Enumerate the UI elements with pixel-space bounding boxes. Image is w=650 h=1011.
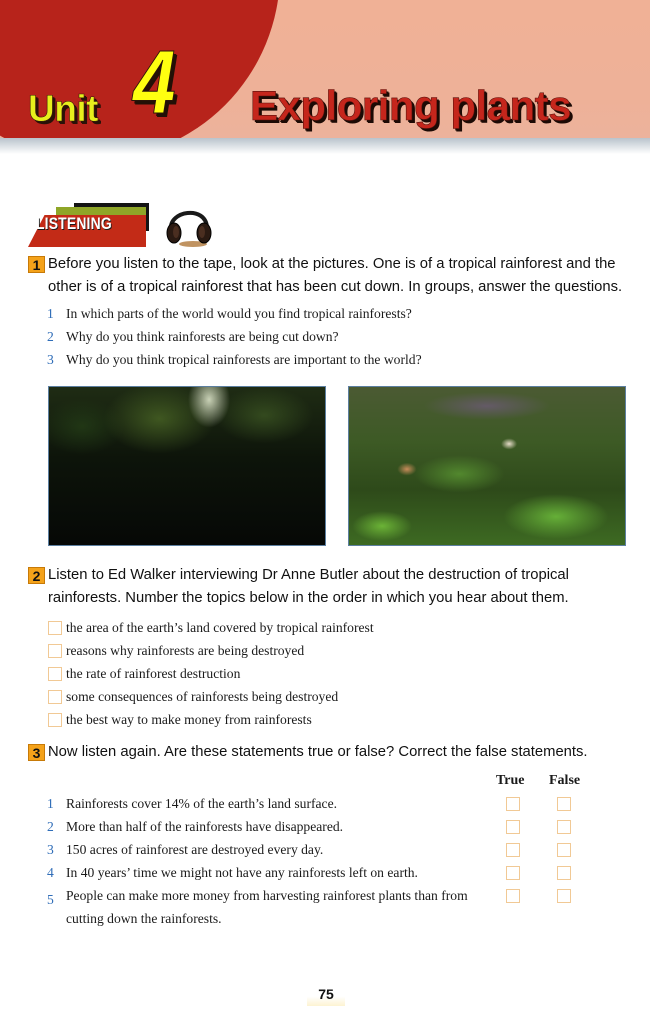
true-false-statements xyxy=(47,792,607,930)
topic-checklist xyxy=(48,616,548,731)
true-checkbox[interactable] xyxy=(506,820,520,834)
statement-row xyxy=(47,815,607,838)
true-checkbox[interactable] xyxy=(506,797,520,811)
statement-text: Rainforests cover 14% of the earth’s land surface. xyxy=(66,796,338,811)
order-number-box[interactable] xyxy=(48,713,62,727)
question-text: Why do you think tropical rainforests are important to the world? xyxy=(66,351,422,367)
topic-item xyxy=(48,662,548,685)
topic-item xyxy=(48,708,548,731)
exercise-2-instructions xyxy=(28,564,628,610)
unit-label: Unit xyxy=(28,88,98,129)
false-checkbox[interactable] xyxy=(557,889,571,903)
statement-row xyxy=(47,838,607,861)
question-number: 1 xyxy=(47,305,54,321)
banner-shadow xyxy=(0,138,650,154)
headphones-icon xyxy=(163,203,215,247)
statement-number: 5 xyxy=(47,892,54,907)
false-checkbox[interactable] xyxy=(557,820,571,834)
section-label: LISTENING xyxy=(36,214,112,233)
false-checkbox[interactable] xyxy=(557,797,571,811)
order-number-box[interactable] xyxy=(48,621,62,635)
statement-text: 150 acres of rainforest are destroyed every day. xyxy=(66,842,324,857)
exercise-3-line-1: Now listen again. Are these statements true or false? Correct the false statements. xyxy=(48,744,588,760)
statement-text: In 40 years’ time we might not have any rainforests left on earth. xyxy=(66,865,418,880)
exercise-2-line-2: rainforests. Number the topics below in the order in which you hear about them. xyxy=(48,590,569,606)
question-text: In which parts of the world would you find tropical rainforests? xyxy=(66,305,412,321)
topic-text: the rate of rainforest destruction xyxy=(66,665,241,681)
statement-text: More than half of the rainforests have disappeared. xyxy=(66,819,344,834)
order-number-box[interactable] xyxy=(48,644,62,658)
topic-text: reasons why rainforests are being destroyed xyxy=(66,642,305,658)
question-text: Why do you think rainforests are being cut down? xyxy=(66,328,339,344)
topic-item xyxy=(48,685,548,708)
exercise-1-questions xyxy=(47,302,607,371)
exercise-1-number: 1 xyxy=(28,256,45,273)
question-number: 2 xyxy=(47,328,54,344)
true-checkbox[interactable] xyxy=(506,866,520,880)
topic-item xyxy=(48,616,548,639)
true-checkbox[interactable] xyxy=(506,889,520,903)
unit-title: Exploring plants xyxy=(250,82,572,129)
topic-item xyxy=(48,639,548,662)
listening-section-badge xyxy=(28,203,158,245)
order-number-box[interactable] xyxy=(48,690,62,704)
exercise-1-instructions xyxy=(28,253,628,299)
statement-number: 1 xyxy=(47,795,54,811)
true-checkbox[interactable] xyxy=(506,843,520,857)
exercise-1-line-2: other is of a tropical rainforest that has been cut down. In groups, answer the questions. xyxy=(48,279,623,295)
page-number: 75 xyxy=(307,982,345,1006)
statement-row xyxy=(47,861,607,884)
topic-text: the best way to make money from rainforests xyxy=(66,711,312,727)
statement-number: 2 xyxy=(47,818,54,834)
exercise-2-number: 2 xyxy=(28,567,45,584)
question-item xyxy=(47,325,607,348)
statement-row xyxy=(47,884,607,930)
topic-text: some consequences of rainforests being destroyed xyxy=(66,688,339,704)
statement-text: People can make more money from harvesting rainforest plants than from cutting down the rainforests. xyxy=(66,888,468,926)
order-number-box[interactable] xyxy=(48,667,62,681)
unit-number: 4 xyxy=(133,33,176,133)
cut-down-rainforest-photo xyxy=(348,386,626,546)
statement-number: 3 xyxy=(47,841,54,857)
exercise-1-line-1: Before you listen to the tape, look at the pictures. One is of a tropical rainforest and the xyxy=(48,256,616,272)
exercise-3-instructions xyxy=(28,741,628,764)
exercise-2-line-1: Listen to Ed Walker interviewing Dr Anne Butler about the destruction of tropical xyxy=(48,567,569,583)
false-checkbox[interactable] xyxy=(557,866,571,880)
tropical-rainforest-photo xyxy=(48,386,326,546)
true-column-header: True xyxy=(496,773,525,788)
question-item xyxy=(47,348,607,371)
statement-row xyxy=(47,792,607,815)
exercise-3-number: 3 xyxy=(28,744,45,761)
statement-number: 4 xyxy=(47,864,54,880)
unit-banner xyxy=(0,0,650,140)
false-column-header: False xyxy=(549,773,581,788)
false-checkbox[interactable] xyxy=(557,843,571,857)
question-item xyxy=(47,302,607,325)
topic-text: the area of the earth’s land covered by tropical rainforest xyxy=(66,619,374,635)
question-number: 3 xyxy=(47,351,54,367)
